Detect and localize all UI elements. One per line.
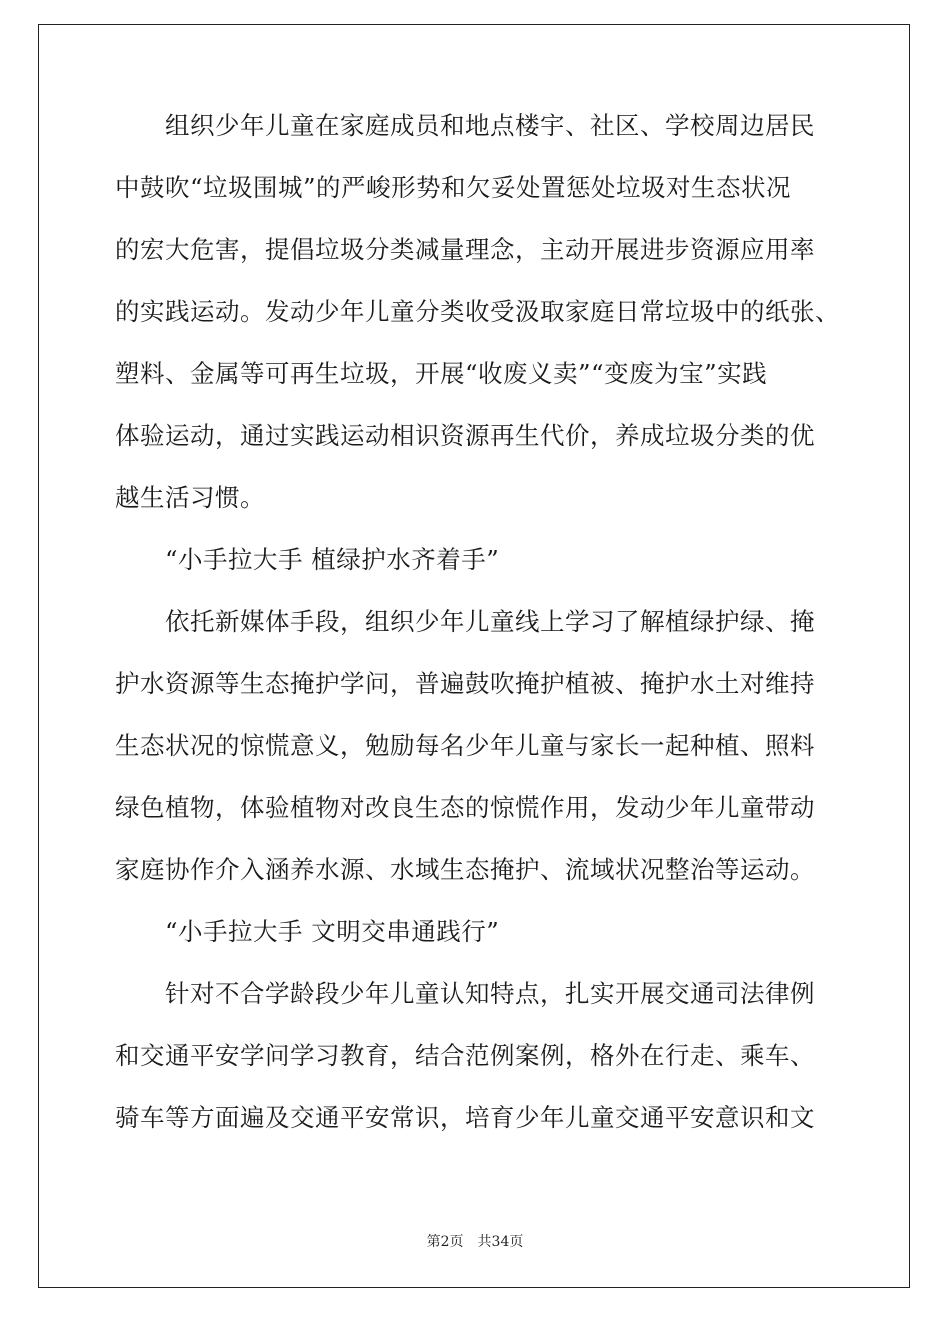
- text-line: 越生活习惯。: [115, 483, 265, 512]
- text-line: 护水资源等生态掩护学问，普遍鼓吹掩护植被、掩护水土对维持: [115, 669, 815, 698]
- page-total: 共34页: [477, 1234, 524, 1250]
- text-line: 生态状况的惊慌意义，勉励每名少年儿童与家长一起种植、照料: [115, 731, 815, 760]
- document-body: [115, 104, 840, 1158]
- text-line: 绿色植物，体验植物对改良生态的惊慌作用，发动少年儿童带动: [115, 793, 815, 822]
- text-line: 和交通平安学问学习教育，结合范例案例，格外在行走、乘车、: [115, 1041, 815, 1070]
- text-line: 家庭协作介入涵养水源、水域生态掩护、流域状况整治等运动。: [115, 855, 815, 884]
- text-line: 的实践运动。发动少年儿童分类收受汲取家庭日常垃圾中的纸张、: [115, 297, 840, 326]
- section-heading: “小手拉大手 文明交串通践行”: [165, 917, 500, 946]
- text-line: 塑料、金属等可再生垃圾，开展“收废义卖”“变废为宝”实践: [115, 359, 768, 388]
- text-line: 的宏大危害，提倡垃圾分类减量理念，主动开展进步资源应用率: [115, 235, 815, 264]
- text-line: 依托新媒体手段，组织少年儿童线上学习了解植绿护绿、掩: [165, 607, 815, 636]
- text-line: 针对不合学龄段少年儿童认知特点，扎实开展交通司法律例: [165, 979, 815, 1008]
- page-footer: [0, 1232, 950, 1252]
- section-heading: “小手拉大手 植绿护水齐着手”: [165, 545, 500, 574]
- text-line: 组织少年儿童在家庭成员和地点楼宇、社区、学校周边居民: [165, 111, 815, 140]
- page-number: 第2页: [426, 1234, 464, 1250]
- text-line: 中鼓吹“垃圾围城”的严峻形势和欠妥处置惩处垃圾对生态状况: [115, 173, 792, 202]
- text-line: 骑车等方面遍及交通平安常识，培育少年儿童交通平安意识和文: [115, 1103, 815, 1132]
- text-line: 体验运动，通过实践运动相识资源再生代价，养成垃圾分类的优: [115, 421, 815, 450]
